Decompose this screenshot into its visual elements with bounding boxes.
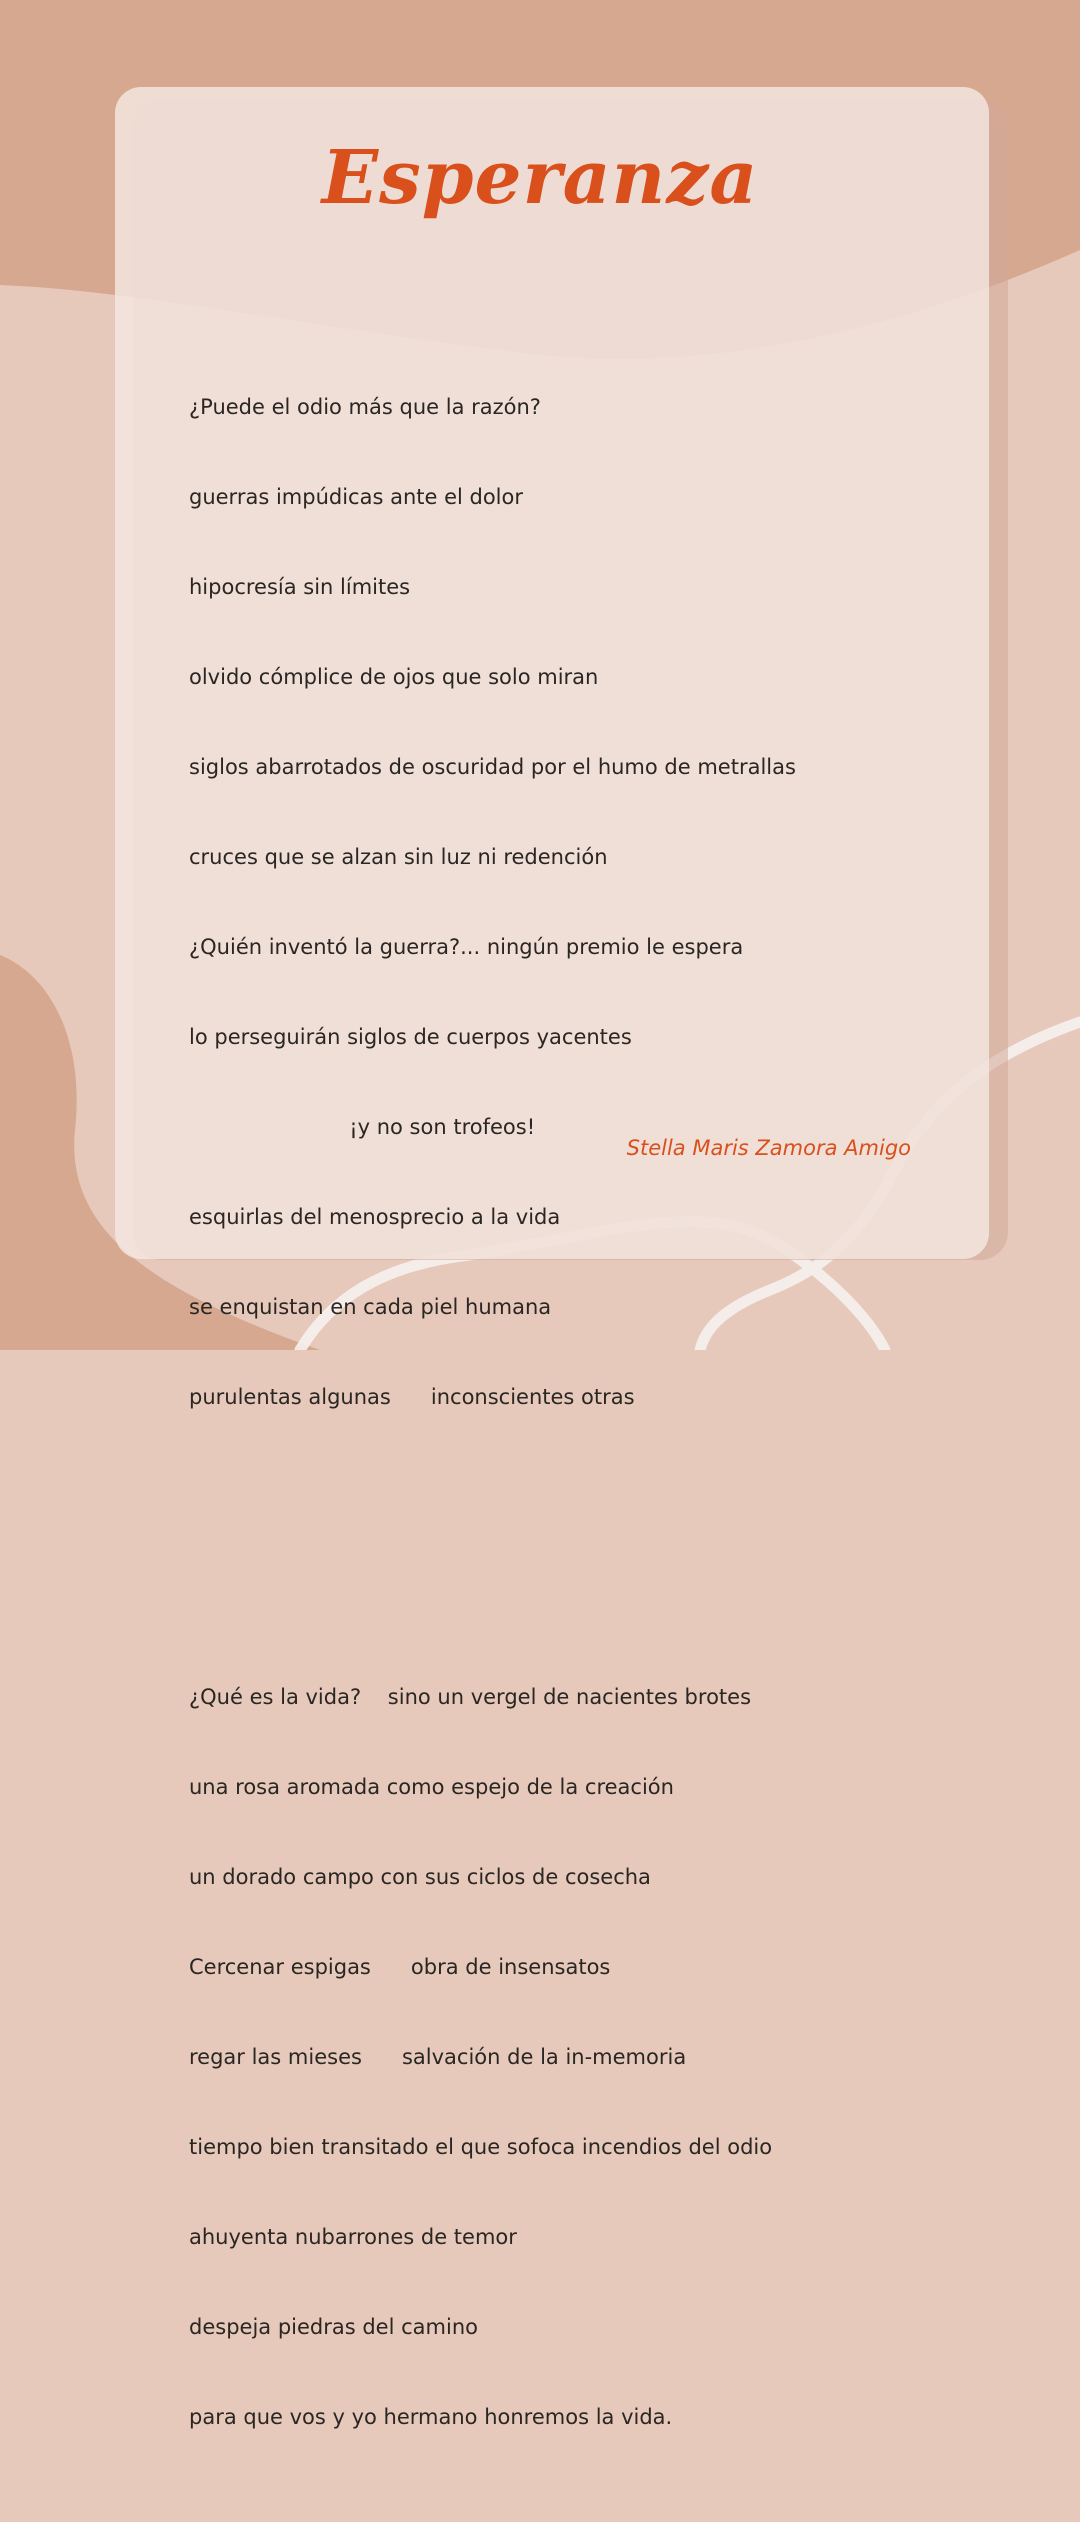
stanza-break	[189, 1532, 909, 1562]
poem-title: Esperanza	[321, 135, 759, 221]
poem-line: una rosa aromada como espejo de la creación	[189, 1775, 674, 1799]
poem-line: tiempo bien transitado el que sofoca incendios del odio	[189, 2135, 773, 2159]
poem-line: hipocresía sin límites	[189, 575, 411, 599]
stanza-2	[189, 1622, 909, 2492]
poem-line: siglos abarrotados de oscuridad por el humo de metrallas	[189, 755, 796, 779]
poem-line: un dorado campo con sus ciclos de cosecha	[189, 1865, 651, 1889]
poem-line: ¿Qué es la vida? sino un vergel de nacientes brotes	[189, 1685, 752, 1709]
poem-line: se enquistan en cada piel humana	[189, 1295, 552, 1319]
poem-line: cruces que se alzan sin luz ni redención	[189, 845, 608, 869]
poem-line: esquirlas del menosprecio a la vida	[189, 1205, 561, 1229]
poem-line: ahuyenta nubarrones de temor	[189, 2225, 517, 2249]
poem-line: ¿Puede el odio más que la razón?	[189, 395, 541, 419]
author-signature: Stella Maris Zamora Amigo	[626, 1136, 911, 1160]
poem-line: ¿Quién inventó la guerra?... ningún premio le espera	[189, 935, 744, 959]
poem-body	[189, 272, 909, 2522]
poem-line: lo perseguirán siglos de cuerpos yacentes	[189, 1025, 632, 1049]
poem-line: para que vos y yo hermano honremos la vida.	[189, 2405, 673, 2429]
poem-line: despeja piedras del camino	[189, 2315, 478, 2339]
poem-line: ¡y no son trofeos!	[189, 1115, 536, 1139]
poem-line: Cercenar espigas obra de insensatos	[189, 1955, 611, 1979]
poem-line: guerras impúdicas ante el dolor	[189, 485, 524, 509]
poem-line: olvido cómplice de ojos que solo miran	[189, 665, 599, 689]
stanza-1	[189, 332, 909, 1472]
poem-line: purulentas algunas inconscientes otras	[189, 1385, 635, 1409]
poem-line: regar las mieses salvación de la in-memoria	[189, 2045, 687, 2069]
